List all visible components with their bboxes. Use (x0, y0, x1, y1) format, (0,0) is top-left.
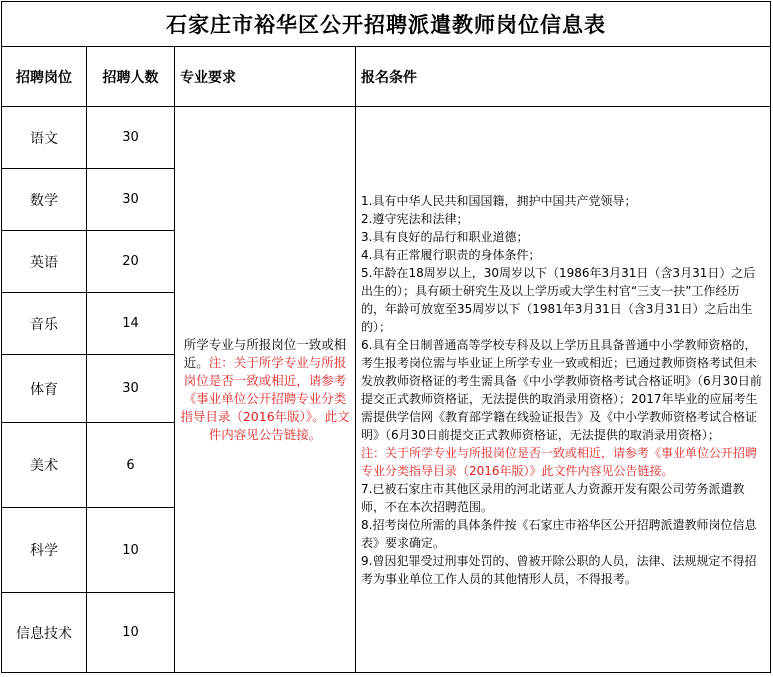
post-cell: 美术 (2, 423, 87, 508)
condition-item: 4.具有正常履行职责的身体条件； (361, 247, 541, 262)
condition-item: 6.具有全日制普通高等学校专科及以上学历且具备普通中小学教师资格的，考生报考岗位需与毕业证上所学专业一致或相近；已通过教师资格考试但未发放教师资格证的考生需具备《中小学教师资格考试合格证明》（6月30日前提交正式教师资格证，无法提供的取消录用资格）；2017年毕业的应届考生需提供学信网《教育部学籍在线验证报告》及《中小学教师资格考试合格证明》（6月30日前提交正式教师资格证，无法提供的取消录用资格）； (361, 337, 762, 442)
post-cell: 体育 (2, 355, 87, 423)
condition-item: 1.具有中华人民共和国国籍，拥护中国共产党领导； (361, 193, 637, 208)
header-post: 招聘岗位 (2, 47, 87, 107)
major-requirement-note: 注：关于所学专业与所报岗位是否一致或相近，请参考《事业单位公开招聘专业分类指导目录（2016年版）》。此文件内容见公告链接。 (180, 354, 350, 442)
count-cell: 20 (87, 231, 175, 293)
conditions-cell (356, 107, 771, 673)
recruitment-table (1, 1, 771, 673)
recruitment-info-sheet (1, 1, 772, 672)
count-cell: 30 (87, 107, 175, 169)
post-cell: 数学 (2, 169, 87, 231)
title-row (2, 2, 771, 47)
header-major: 专业要求 (175, 47, 356, 107)
major-requirement-cell (175, 107, 356, 673)
conditions-note: 注：关于所学专业与所报岗位是否一致或相近，请参考《事业单位公开招聘专业分类指导目录（2016年版）》此文件内容见公告链接。 (361, 445, 758, 478)
post-cell: 英语 (2, 231, 87, 293)
header-count: 招聘人数 (87, 47, 175, 107)
post-cell: 科学 (2, 508, 87, 593)
count-cell: 30 (87, 355, 175, 423)
count-cell: 6 (87, 423, 175, 508)
condition-item: 3.具有良好的品行和职业道德； (361, 229, 529, 244)
condition-item: 7.已被石家庄市其他区录用的河北诺亚人力资源开发有限公司劳务派遣教师，不在本次招聘范围。 (361, 481, 745, 514)
table-title: 石家庄市裕华区公开招聘派遣教师岗位信息表 (2, 2, 771, 47)
major-requirement-text: 所学专业与所报岗位一致或相近。 (183, 336, 347, 370)
count-cell: 30 (87, 169, 175, 231)
post-cell: 语文 (2, 107, 87, 169)
condition-item: 8.招考岗位所需的具体条件按《石家庄市裕华区公开招聘派遣教师岗位信息表》要求确定。 (361, 517, 757, 550)
condition-item: 5.年龄在18周岁以上，30周岁以下（1986年3月31日（含3月31日）之后出生的）；具有硕士研究生及以上学历或大学生村官“三支一扶”工作经历的，年龄可放宽至35周岁以下（1981年3月31日（含3月31日）之后出生的）； (361, 265, 756, 334)
count-cell: 14 (87, 293, 175, 355)
condition-item: 9.曾因犯罪受过刑事处罚的、曾被开除公职的人员，法律、法规规定不得招考为事业单位工作人员的其他情形人员，不得报考。 (361, 553, 757, 586)
header-conditions: 报名条件 (356, 47, 771, 107)
table-row (2, 107, 771, 169)
condition-item: 2.遵守宪法和法律； (361, 211, 469, 226)
count-cell: 10 (87, 593, 175, 673)
post-cell: 信息技术 (2, 593, 87, 673)
post-cell: 音乐 (2, 293, 87, 355)
count-cell: 10 (87, 508, 175, 593)
header-row (2, 47, 771, 107)
